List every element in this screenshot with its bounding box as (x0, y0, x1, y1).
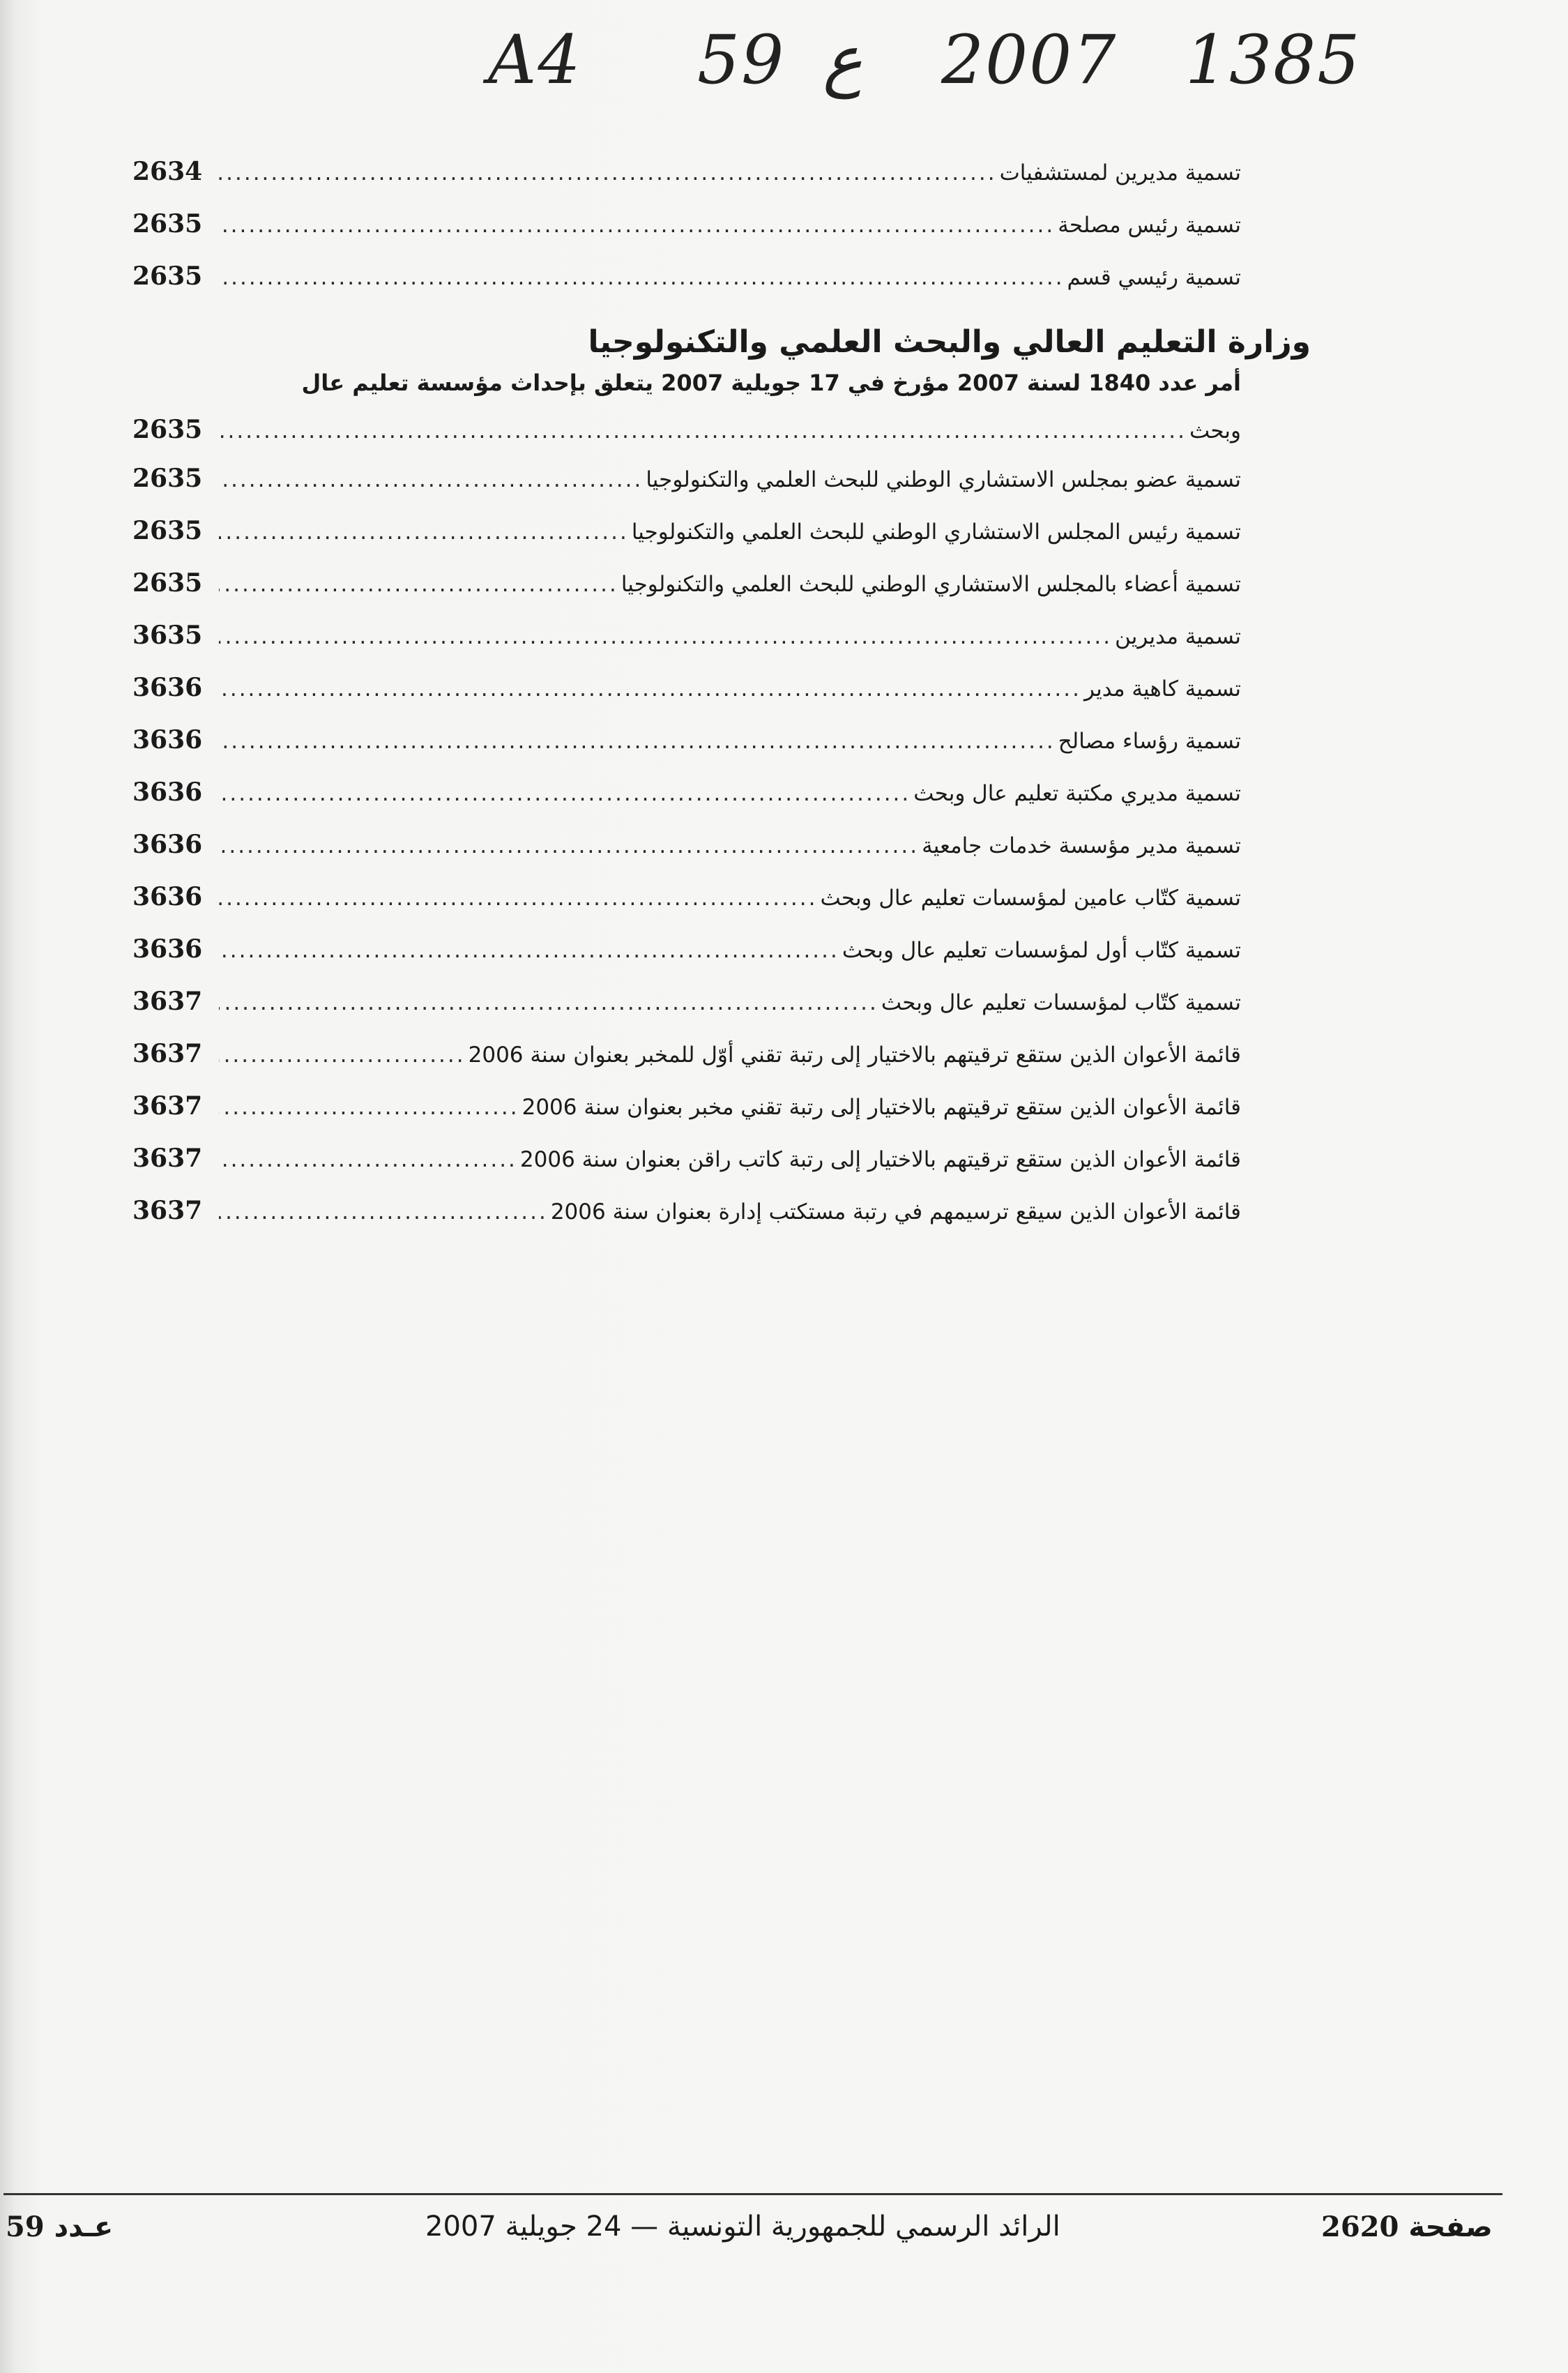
toc-entry-page: 2635 (132, 516, 203, 545)
handwritten-annotation (488, 21, 1394, 112)
toc-entry-label: تسمية مديرين (1115, 624, 1241, 649)
toc-entry-label: قائمة الأعوان الذين ستقع ترقيتهم بالاختيار إلى رتبة تقني أوّل للمخبر بعنوان سنة 2006 (468, 1043, 1241, 1068)
toc-entry-page: 3636 (132, 778, 203, 807)
handwritten-note-part: 1385 (1185, 21, 1362, 99)
toc-entry (132, 621, 1241, 673)
dot-leader (219, 418, 1187, 443)
handwritten-note-part: ع (823, 21, 863, 99)
dot-leader (219, 1043, 466, 1068)
toc-entry (132, 1144, 1241, 1196)
toc-entry-label: تسمية رئيسي قسم (1067, 265, 1241, 290)
handwritten-note-part: A4 (488, 21, 582, 99)
page-indicator (1321, 2211, 1493, 2243)
toc-entry (132, 725, 1241, 778)
toc-entry-page: 2635 (132, 415, 203, 444)
toc-entry (132, 516, 1241, 568)
toc-entry (132, 464, 1241, 516)
toc-entry-label: تسمية رئيس مصلحة (1058, 213, 1241, 238)
toc-entry-page: 3637 (132, 1144, 203, 1173)
dot-leader (219, 938, 839, 963)
page-footer (0, 2211, 1568, 2266)
handwritten-note-part: 59 (697, 21, 786, 99)
toc-entry (132, 1196, 1241, 1248)
decree-entry-line1 (132, 370, 1241, 415)
toc-entry (132, 1039, 1241, 1091)
toc-entry-label: تسمية رؤساء مصالح (1058, 729, 1241, 754)
toc-entry-page: 3636 (132, 934, 203, 964)
decree-text: أمر عدد 1840 لسنة 2007 مؤرخ في 17 جويلية 2007 يتعلق بإحداث مؤسسة تعليم عال (301, 370, 1241, 396)
issue-indicator (6, 2211, 113, 2243)
toc-entry-page: 3637 (132, 1039, 203, 1068)
toc-entry-label: تسمية كتّاب لمؤسسات تعليم عال وبحث (881, 990, 1241, 1015)
toc-entry-label: تسمية كتّاب أول لمؤسسات تعليم عال وبحث (842, 938, 1241, 963)
toc-entry (132, 415, 1241, 464)
toc-entry (132, 209, 1241, 261)
dot-leader (219, 886, 817, 911)
issue-number: 59 (6, 2211, 45, 2243)
toc-entry-page: 3637 (132, 1196, 203, 1225)
dot-leader (219, 1199, 548, 1225)
toc-entry-page: 3637 (132, 987, 203, 1016)
dot-leader (219, 1147, 517, 1172)
dot-leader (219, 265, 1065, 290)
dot-leader (219, 520, 629, 545)
dot-leader (219, 676, 1081, 702)
toc-entry-page: 2635 (132, 209, 203, 238)
toc-entry-label: تسمية كاهية مدير (1083, 676, 1241, 702)
toc-entry-label: قائمة الأعوان الذين سيقع ترسيمهم في رتبة مستكتب إدارة بعنوان سنة 2006 (550, 1199, 1241, 1225)
toc-entry (132, 778, 1241, 830)
toc-entry-label: قائمة الأعوان الذين ستقع ترقيتهم بالاختيار إلى رتبة كاتب راقن بعنوان سنة 2006 (519, 1147, 1241, 1172)
page-word: صفحة (1408, 2211, 1493, 2243)
toc-entry (132, 830, 1241, 882)
dot-leader (219, 213, 1055, 238)
toc-entry (132, 934, 1241, 987)
toc-entry-label: قائمة الأعوان الذين ستقع ترقيتهم بالاختيار إلى رتبة تقني مخبر بعنوان سنة 2006 (522, 1095, 1241, 1120)
dot-leader (219, 467, 643, 492)
toc-entry (132, 1091, 1241, 1144)
toc-entry-page: 3636 (132, 882, 203, 911)
toc-entry (132, 261, 1241, 314)
footer-divider (3, 2193, 1502, 2195)
table-of-contents (132, 157, 1311, 1248)
dot-leader (219, 781, 911, 806)
toc-entry-page: 2634 (132, 157, 203, 186)
toc-entry (132, 673, 1241, 725)
toc-entry-page: 2635 (132, 464, 203, 493)
toc-entry (132, 157, 1241, 209)
dot-leader (219, 1095, 519, 1120)
toc-entry-label: وبحث (1189, 418, 1241, 443)
toc-entry-page: 2635 (132, 261, 203, 291)
toc-entry-label: تسمية مديري مكتبة تعليم عال وبحث (913, 781, 1241, 806)
toc-entry-label: تسمية أعضاء بالمجلس الاستشاري الوطني للبحث العلمي والتكنولوجيا (621, 572, 1241, 597)
toc-entry-label: تسمية مديرين لمستشفيات (999, 160, 1241, 185)
dot-leader (219, 729, 1056, 754)
dot-leader (219, 833, 919, 858)
toc-entry (132, 882, 1241, 934)
toc-entry-page: 3636 (132, 673, 203, 702)
ministry-section-title: وزارة التعليم العالي والبحث العلمي والتكنولوجيا (588, 324, 1311, 360)
dot-leader (219, 160, 997, 185)
dot-leader (219, 990, 878, 1015)
issue-word: عـدد (54, 2211, 114, 2243)
handwritten-note-part: 2007 (941, 21, 1118, 99)
dot-leader (219, 572, 618, 597)
toc-entry-label: تسمية كتّاب عامين لمؤسسات تعليم عال وبحث (820, 886, 1241, 911)
toc-entry-label: تسمية عضو بمجلس الاستشاري الوطني للبحث العلمي والتكنولوجيا (646, 467, 1241, 492)
page-number: 2620 (1321, 2211, 1399, 2243)
toc-entry-page: 3636 (132, 830, 203, 859)
toc-entry-page: 3637 (132, 1091, 203, 1121)
toc-entry (132, 987, 1241, 1039)
journal-title: الرائد الرسمي للجمهورية التونسية — 24 جويلية 2007 (425, 2211, 1060, 2243)
dot-leader (219, 624, 1112, 649)
toc-entry-label: تسمية رئيس المجلس الاستشاري الوطني للبحث العلمي والتكنولوجيا (631, 520, 1241, 545)
toc-entry-page: 3636 (132, 725, 203, 755)
toc-entry-page: 3635 (132, 621, 203, 650)
toc-entry-page: 2635 (132, 568, 203, 598)
toc-entry-label: تسمية مدير مؤسسة خدمات جامعية (922, 833, 1241, 858)
toc-entry (132, 568, 1241, 621)
